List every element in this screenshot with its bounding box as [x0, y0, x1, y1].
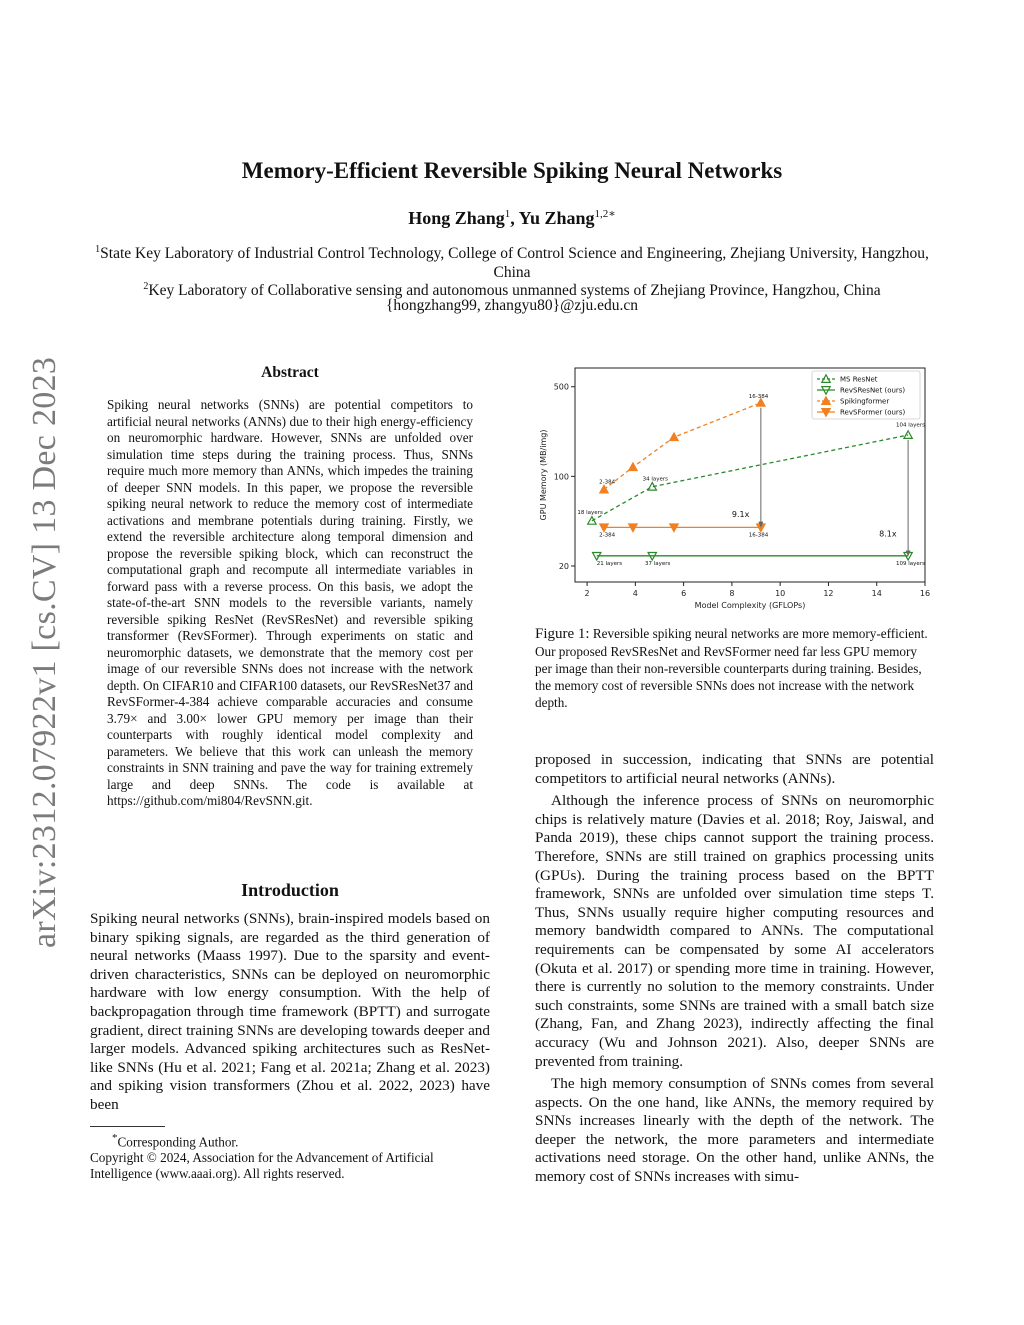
author-separator: , — [510, 208, 519, 228]
legend-label: MS ResNet — [840, 375, 878, 384]
x-axis-label: Model Complexity (GFLOPs) — [694, 601, 806, 610]
affiliation-text: Key Laboratory of Collaborative sensing and autonomous unmanned systems of Zhejiang Province, Hangzhou, China — [148, 282, 881, 300]
x-tick-label: 10 — [775, 589, 786, 598]
point-label: 18 layers — [577, 509, 603, 516]
y-tick-label: 100 — [553, 472, 569, 482]
figure-caption-text: Reversible spiking neural networks are more memory-efficient. Our proposed RevSResNet and RevSFormer need far less GPU memory per image than their non-reversible counterparts during training. Besides, the memory cost of reversible SNNs does not increase with the network depth. — [535, 626, 928, 710]
author-line — [0, 207, 1024, 229]
arxiv-stamp — [18, 350, 74, 950]
abstract-heading: Abstract — [261, 364, 319, 381]
point-label: 2-384 — [599, 532, 616, 539]
y-tick-label: 20 — [558, 561, 569, 571]
affiliation-mark: 1 — [95, 244, 101, 255]
footnote — [90, 1130, 490, 1182]
x-tick-label: 14 — [871, 589, 882, 598]
author-affiliation-mark: 1,2∗ — [594, 208, 616, 220]
affiliation-mark: 2 — [143, 281, 149, 292]
footnote-mark: * — [112, 1132, 118, 1144]
reduction-label: 8.1x — [879, 529, 897, 539]
footnote-rule — [90, 1126, 165, 1127]
x-tick-label: 4 — [632, 589, 638, 598]
author-name: Yu Zhang — [518, 208, 595, 228]
point-label: 104 layers — [896, 422, 925, 429]
point-label: 21 layers — [596, 561, 623, 568]
x-tick-label: 16 — [919, 589, 931, 598]
footnote-corresponding-text: Corresponding Author. — [117, 1134, 239, 1150]
x-tick-label: 6 — [681, 589, 687, 598]
author-affiliation-mark: 1 — [504, 208, 511, 220]
reduction-label: 9.1x — [731, 510, 750, 520]
data-point — [670, 433, 678, 441]
paragraph: proposed in succession, indicating that SNNs are potential competitors to artificial neural networks (ANNs). — [535, 751, 934, 787]
point-label: 16-384 — [748, 393, 769, 400]
series-line — [592, 435, 908, 521]
data-point — [904, 431, 912, 439]
data-point — [629, 463, 637, 471]
arxiv-id: arXiv:2312.07922v1 [cs.CV] 13 Dec 2023 — [26, 356, 63, 948]
paragraph: The high memory consumption of SNNs comes from several aspects. On the one hand, like ANNs, the memory required by SNNs increases linearly with the depth of the network. The deeper the network, the more parameters and intermediate activations need storage. On the other hand, unlike ANNs, the memory cost of SNNs increases with simu- — [535, 1075, 934, 1186]
series-line — [604, 403, 761, 490]
x-tick-label: 2 — [584, 589, 590, 598]
point-label: 16-384 — [748, 532, 769, 539]
figure-1-caption — [535, 625, 934, 711]
y-axis-label: GPU Memory (MB/img) — [539, 429, 548, 521]
footnote-corresponding — [90, 1130, 490, 1150]
figure-1-chart — [535, 360, 935, 615]
introduction-body: Spiking neural networks (SNNs), brain-inspired models based on binary spiking signals, are regarded as the third generation of neural networks (Maass 1997). Due to the sparsity and event-driven characteristics, SNNs can be deployed on neuromorphic hardware with low energy consumption. With the help of backpropagation through time framework (BPTT) and surrogate gradient, direct training SNNs are developing towards deeper and larger models. Advanced spiking architectures such as ResNet-like SNNs (Hu et al. 2021; Fang et al. 2021a; Zhang et al. 2023) and spiking vision transformers (Zhou et al. 2022, 2023) have been — [90, 910, 490, 1113]
point-label: 2-384 — [599, 479, 616, 486]
abstract-body: Spiking neural networks (SNNs) are potential competitors to artificial neural networks (ANNs) due to their high energy-efficiency on neuromorphic hardware. However, SNNs are unfolded over simulation time steps during the training process. Thus, SNNs require much more memory than ANNs, which impedes the training of deeper SNN models. In this paper, we propose the reversible spiking neural network to reduce the memory cost of intermediate activations and membrane potentials during training. Firstly, we extend the reversible architecture along temporal dimension and propose the reversible spiking block, which can reconstruct the computational graph and recompute all intermediate variables in forward pass with a reverse process. On this basis, we adopt the state-of-the-art SNN models to the reversible variants, namely reversible spiking ResNet (RevSResNet) and reversible spiking transformer (RevSFormer). Through experiments on static and neuromorphic datasets, we demonstrate that the memory cost per image of our reversible SNNs does not increase with the network depth. On CIFAR10 and CIFAR100 datasets, our RevSResNet37 and RevSFormer-4-384 achieve comparable accuracies and consume 3.79× and 3.00× lower GPU memory per image than their counterparts with roughly identical model complexity and parameters. We believe that this work can unleash the memory constraints in SNN training and pave the way for training extremely large and deep SNNs. The code is available at https://github.com/mi804/RevSNN.git. — [107, 397, 473, 808]
right-column-body — [535, 751, 934, 1187]
y-tick-label: 500 — [553, 382, 569, 392]
point-label: 37 layers — [645, 561, 671, 568]
affiliation-text: State Key Laboratory of Industrial Control Technology, College of Control Science and Engineering, Zhejiang University, Hangzhou, China — [100, 245, 929, 282]
author-emails: {hongzhang99, zhangyu80}@zju.edu.cn — [385, 297, 639, 314]
x-tick-label: 12 — [823, 589, 834, 598]
paragraph: Although the inference process of SNNs on neuromorphic chips is relatively mature (Davies et al. 2018; Roy, Jaiswal, and Panda 2019), these chips cannot support the training process. Therefore, SNNs are still trained on graphics processing units (GPUs). During the training process based on the BPTT framework, SNNs are unfolded over simulation time steps T. Thus, SNNs usually require higher computing resources and memory bandwidth compared to ANNs. The computational requirements can be compensated by some AI accelerators (Okuta et al. 2017) or spending more time in training. However, there is currently no solution to the memory constraints. Under such constraints, some SNNs are trained with a small batch size (Zhang, Fan, and Zhang 2023), indirectly affecting the final accuracy (Wu and Johnson 2021). Also, deeper SNNs are prevented from training. — [535, 792, 934, 1070]
introduction-heading: Introduction — [241, 880, 339, 900]
x-tick-label: 8 — [729, 589, 735, 598]
data-point — [600, 485, 608, 493]
author-name: Hong Zhang — [408, 208, 505, 228]
paper-title: Memory-Efficient Reversible Spiking Neural Networks — [241, 158, 783, 183]
legend-label: Spikingformer — [840, 397, 890, 406]
point-label: 109 layers — [896, 561, 925, 568]
affiliation-1 — [90, 240, 934, 282]
point-label: 34 layers — [642, 476, 669, 483]
figure-label: Figure 1: — [535, 626, 590, 642]
legend-label: RevSResNet (ours) — [840, 386, 906, 395]
legend-label: RevSFormer (ours) — [840, 408, 906, 417]
footnote-copyright: Copyright © 2024, Association for the Advancement of Artificial Intelligence (www.aaai.org). All rights reserved. — [90, 1150, 434, 1182]
